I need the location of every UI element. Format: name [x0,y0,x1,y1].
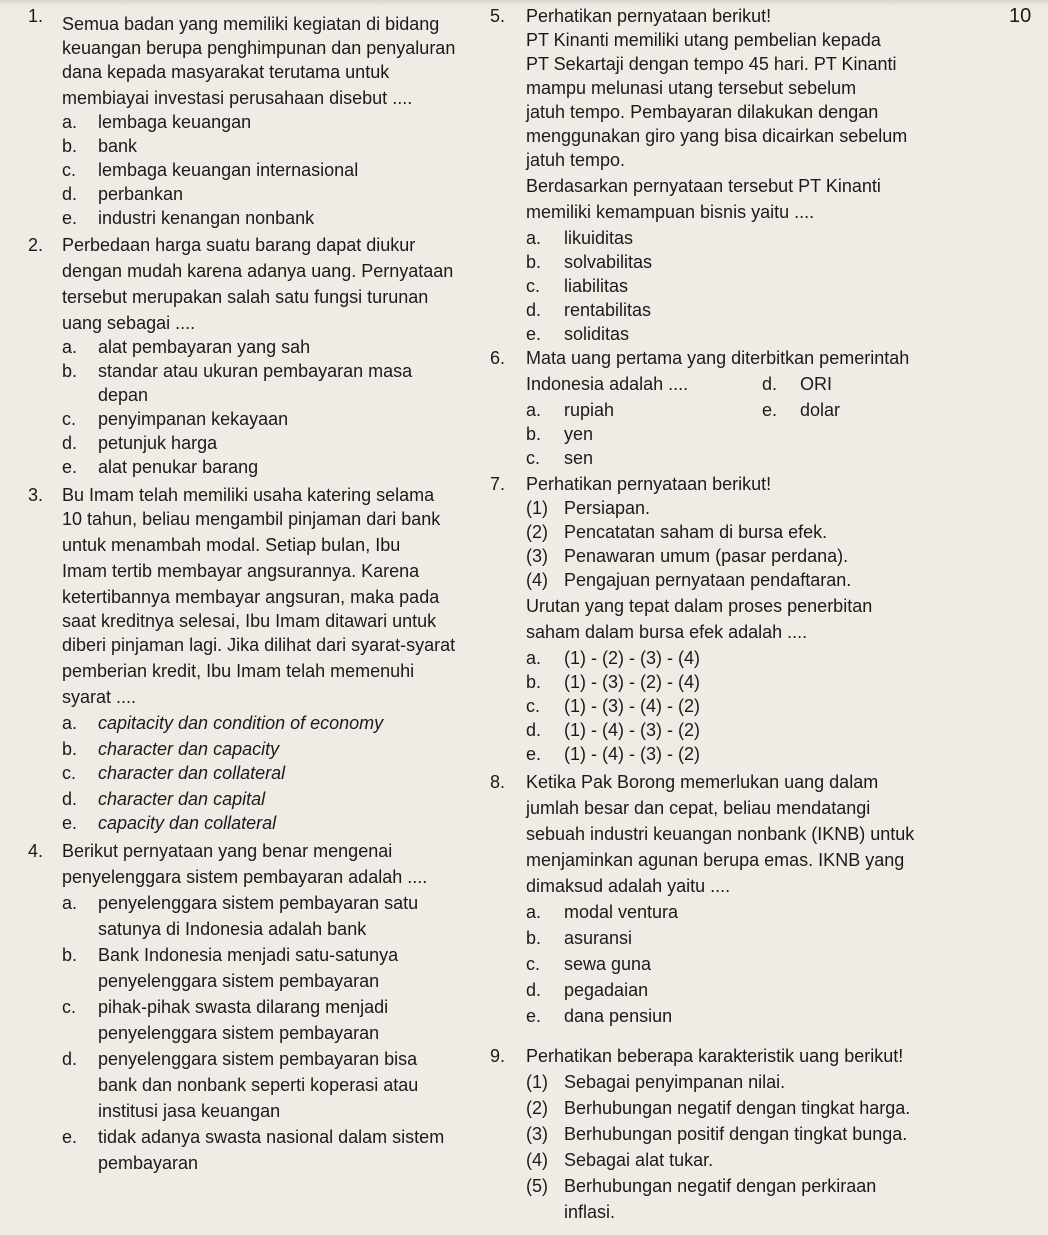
right-text-line: a. [526,648,542,668]
left-text-line: depan [98,385,149,405]
right-text-line: a. [526,902,542,922]
right-text-line: (4) [526,1150,548,1170]
left-text-line: ketertibannya membayar angsuran, maka pada [62,587,440,607]
right-text-line: (1) [526,498,548,518]
right-text-line: e. [526,744,542,764]
right-text-line: e. [526,324,542,344]
left-text-line: c. [62,997,77,1017]
left-text-line: penyelenggara sistem pembayaran [98,1023,380,1043]
right-text-line: (1) [526,1072,548,1092]
right-text-line: likuiditas [564,228,634,248]
right-text-line: c. [526,696,541,716]
left-text-line: e. [62,1127,78,1147]
right-text-line: sewa guna [564,954,652,974]
right-text-line: soliditas [564,324,630,344]
right-text-line: Persiapan. [564,498,651,518]
left-text-line: capacity dan collateral [98,813,277,833]
right-text-line: PT Sekartaji dengan tempo 45 hari. PT Kinanti [526,54,897,74]
left-text-line: c. [62,409,77,429]
left-text-line: Semua badan yang memiliki kegiatan di bidang [62,14,440,34]
left-text-line: pemberian kredit, Ibu Imam telah memenuhi [62,661,415,681]
left-text-line: industri kenangan nonbank [98,208,315,228]
right-text-line: menggunakan giro yang bisa dicairkan sebelum [526,126,908,146]
left-text-line: e. [62,813,78,833]
left-text-line: 2. [28,235,44,255]
right-text-line: b. [526,672,542,692]
right-text-line: jatuh tempo. Pembayaran dilakukan dengan [526,102,879,122]
left-text-line: lembaga keuangan internasional [98,160,359,180]
left-text-line: Bank Indonesia menjadi satu-satunya [98,945,399,965]
right-text-line: b. [526,424,542,444]
right-text-line: 7. [490,474,506,494]
left-text-line: a. [62,112,78,132]
right-text-line: d. [526,980,542,1000]
left-text-line: 1. [28,6,44,26]
left-text-line: character dan capital [98,789,266,809]
left-text-line: pembayaran [98,1153,199,1173]
left-text-line: bank [98,136,138,156]
left-text-line: Imam tertib membayar angsurannya. Karena [62,561,420,581]
right-text-line: (1) - (4) - (3) - (2) [564,744,700,764]
left-text-line: tidak adanya swasta nasional dalam sistem [98,1127,445,1147]
right-text-line: 6. [490,348,506,368]
right-text-line: Perhatikan beberapa karakteristik uang berikut! [526,1046,904,1066]
right-text-line: Berhubungan positif dengan tingkat bunga. [564,1124,908,1144]
right-text-line: (1) - (3) - (4) - (2) [564,696,700,716]
page-number: 10 [1009,5,1032,27]
left-text-line: c. [62,763,77,783]
right-text-line: (1) - (4) - (3) - (2) [564,720,700,740]
right-text-line: Sebagai alat tukar. [564,1150,714,1170]
right-text-line: c. [526,276,541,296]
left-text-line: dana kepada masyarakat terutama untuk [62,62,390,82]
right-text-line: rupiah [564,400,615,420]
left-text-line: alat penukar barang [98,457,259,477]
left-text-line: Bu Imam telah memiliki usaha katering selama [62,485,435,505]
left-text-line: Perbedaan harga suatu barang dapat diukur [62,235,416,255]
right-text-line: sen [564,448,594,468]
right-text-line: c. [526,954,541,974]
left-text-line: d. [62,184,78,204]
left-text-line: bank dan nonbank seperti koperasi atau [98,1075,419,1095]
right-text-line: d. [526,720,542,740]
right-text-line: (2) [526,1098,548,1118]
right-text-line: liabilitas [564,276,629,296]
left-text-line: alat pembayaran yang sah [98,337,311,357]
left-text-line: b. [62,739,78,759]
left-text-line: capitacity dan condition of economy [98,713,384,733]
right-text-line: jumlah besar dan cepat, beliau mendatangi [526,798,871,818]
right-text-line: Indonesia adalah .... [526,374,689,394]
left-text-line: d. [62,789,78,809]
right-text-line: mampu melunasi utang tersebut sebelum [526,78,857,98]
left-text-line: character dan capacity [98,739,280,759]
right-text-line: Penawaran umum (pasar perdana). [564,546,849,566]
right-text-line: menjaminkan agunan berupa emas. IKNB yang [526,850,905,870]
right-text-line: (3) [526,546,548,566]
right-text-line: 5. [490,6,506,26]
left-text-line: penyimpanan kekayaan [98,409,289,429]
right-text-line: Pencatatan saham di bursa efek. [564,522,828,542]
right-text-line: yen [564,424,594,444]
right-text-line: a. [526,400,542,420]
left-text-line: Berikut pernyataan yang benar mengenai [62,841,393,861]
left-text-line: diberi pinjaman lagi. Jika dilihat dari syarat-syarat [62,635,456,655]
right-text-line: (3) [526,1124,548,1144]
right-text-line: solvabilitas [564,252,653,272]
left-text-line: b. [62,136,78,156]
page-top-edge [0,0,1048,6]
left-text-line: keuangan berupa penghimpunan dan penyaluran [62,38,456,58]
left-text-line: tersebut merupakan salah satu fungsi turunan [62,287,429,307]
left-text-line: character dan collateral [98,763,286,783]
right-text-line: (2) [526,522,548,542]
left-text-line: uang sebagai .... [62,313,196,333]
right-text-line: Perhatikan pernyataan berikut! [526,6,772,26]
right-text-line: memiliki kemampuan bisnis yaitu .... [526,202,815,222]
left-text-line: penyelenggara sistem pembayaran satu [98,893,419,913]
left-text-line: a. [62,713,78,733]
right-text-line: d. [526,300,542,320]
left-text-line: lembaga keuangan [98,112,252,132]
right-text-line: dimaksud adalah yaitu .... [526,876,731,896]
right-text-line: asuransi [564,928,633,948]
right-text-line: dolar [800,400,841,420]
left-text-line: syarat .... [62,687,137,707]
right-text-line: Perhatikan pernyataan berikut! [526,474,772,494]
left-text-line: pihak-pihak swasta dilarang menjadi [98,997,389,1017]
right-text-line: 9. [490,1046,506,1066]
right-text-line: (4) [526,570,548,590]
right-text-line: e. [526,1006,542,1026]
left-text-line: dengan mudah karena adanya uang. Pernyataan [62,261,454,281]
right-text-line: c. [526,448,541,468]
right-text-line: (1) - (2) - (3) - (4) [564,648,700,668]
right-text-line: Urutan yang tepat dalam proses penerbitan [526,596,873,616]
left-text-line: untuk menambah modal. Setiap bulan, Ibu [62,535,401,555]
left-text-line: penyelenggara sistem pembayaran bisa [98,1049,418,1069]
right-text-line: Berdasarkan pernyataan tersebut PT Kinanti [526,176,881,196]
right-text-line: Ketika Pak Borong memerlukan uang dalam [526,772,879,792]
right-text-line: saham dalam bursa efek adalah .... [526,622,808,642]
right-text-line: sebuah industri keuangan nonbank (IKNB) untuk [526,824,915,844]
left-text-line: 4. [28,841,44,861]
right-text-line: ORI [800,374,833,394]
left-text-line: 10 tahun, beliau mengambil pinjaman dari bank [62,509,441,529]
right-text-line: Mata uang pertama yang diterbitkan pemerintah [526,348,910,368]
left-text-line: standar atau ukuran pembayaran masa [98,361,413,381]
left-text-line: d. [62,1049,78,1069]
right-text-line: a. [526,228,542,248]
left-text-line: d. [62,433,78,453]
right-text-line: inflasi. [564,1202,616,1222]
right-text-line: e. [762,400,778,420]
left-text-line: b. [62,361,78,381]
right-text-line: d. [762,374,778,394]
right-text-line: modal ventura [564,902,679,922]
right-text-line: Berhubungan negatif dengan tingkat harga. [564,1098,911,1118]
left-text-line: petunjuk harga [98,433,218,453]
left-text-line: e. [62,208,78,228]
right-text-line: PT Kinanti memiliki utang pembelian kepada [526,30,881,50]
left-text-line: 3. [28,485,44,505]
left-text-line: satunya di Indonesia adalah bank [98,919,367,939]
left-text-line: a. [62,893,78,913]
left-text-line: penyelenggara sistem pembayaran [98,971,380,991]
left-text-line: a. [62,337,78,357]
right-text-line: 8. [490,772,506,792]
right-text-line: pegadaian [564,980,649,1000]
left-text-line: c. [62,160,77,180]
left-text-line: perbankan [98,184,184,204]
right-text-line: (5) [526,1176,548,1196]
right-text-line: b. [526,928,542,948]
left-text-line: institusi jasa keuangan [98,1101,281,1121]
right-text-line: Sebagai penyimpanan nilai. [564,1072,786,1092]
right-text-line: b. [526,252,542,272]
right-text-line: jatuh tempo. [526,150,626,170]
right-text-line: Pengajuan pernyataan pendaftaran. [564,570,852,590]
left-text-line: e. [62,457,78,477]
left-text-line: b. [62,945,78,965]
left-text-line: saat kreditnya selesai, Ibu Imam ditawari untuk [62,611,437,631]
right-text-line: (1) - (3) - (2) - (4) [564,672,700,692]
right-text-line: dana pensiun [564,1006,673,1026]
left-text-line: penyelenggara sistem pembayaran adalah .... [62,867,428,887]
right-text-line: rentabilitas [564,300,652,320]
left-text-line: membiayai investasi perusahaan disebut .... [62,88,413,108]
right-text-line: Berhubungan negatif dengan perkiraan [564,1176,877,1196]
